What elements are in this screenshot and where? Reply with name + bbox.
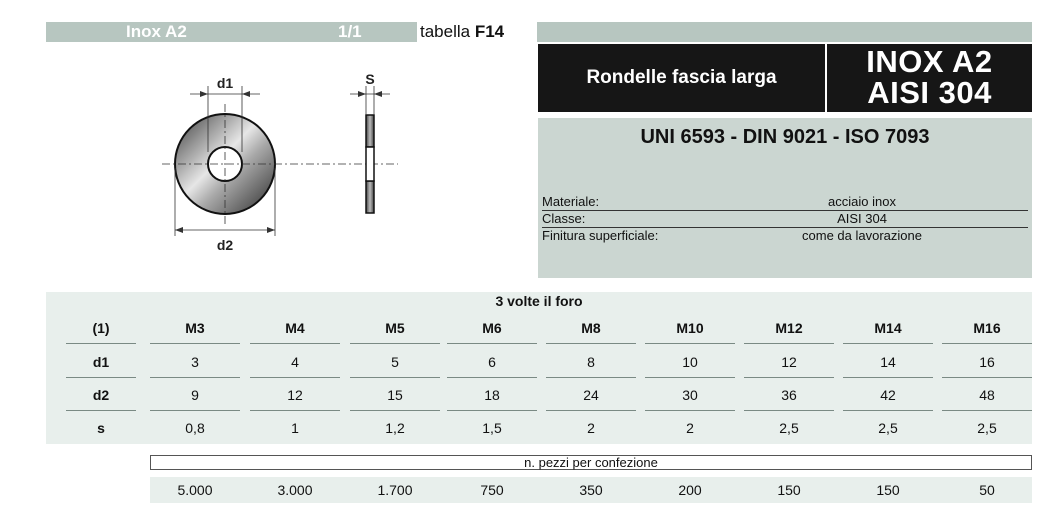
washer-side-bottom [366, 181, 374, 213]
table-cell: 2 [686, 420, 694, 436]
size-header: M12 [744, 312, 834, 344]
packaging-value: 3.000 [277, 482, 313, 498]
packaging-value: 5.000 [177, 482, 213, 498]
table-cell: 48 [942, 379, 1032, 411]
property-label: Finitura superficiale: [542, 228, 659, 243]
property-value: AISI 304 [837, 211, 887, 226]
d2-label: d2 [216, 237, 234, 253]
d1-label: d1 [216, 75, 234, 91]
header-material: Inox A2 [126, 22, 187, 41]
table-cell: 24 [546, 379, 636, 411]
size-header: M8 [546, 312, 636, 344]
spec-block [538, 118, 1032, 278]
packaging-value: 50 [979, 482, 995, 498]
packaging-row [150, 477, 1032, 503]
size-header: M4 [250, 312, 340, 344]
property-row [542, 211, 1028, 228]
row-label: d2 [56, 379, 146, 411]
row-label: s [97, 420, 105, 436]
table-row [46, 346, 1032, 378]
packaging-value: 750 [480, 482, 504, 498]
table-cell: 16 [942, 346, 1032, 378]
property-row [542, 228, 1028, 244]
packaging-value: 350 [579, 482, 603, 498]
packaging-value: 200 [678, 482, 702, 498]
header-page: 1/1 [338, 22, 362, 41]
table-cell: 1,2 [385, 420, 405, 436]
table-cell: 36 [744, 379, 834, 411]
grade-title [827, 46, 1032, 110]
table-cell: 2,5 [779, 420, 799, 436]
size-header: M14 [843, 312, 933, 344]
table-cell: 8 [546, 346, 636, 378]
property-label: Materiale: [542, 194, 600, 209]
table-cell: 4 [250, 346, 340, 378]
table-cell: 10 [645, 346, 735, 378]
packaging-value: 150 [777, 482, 801, 498]
table-cell: 15 [350, 379, 440, 411]
header-label: (1) [56, 312, 146, 344]
tabella-prefix: tabella [420, 22, 471, 41]
title-block [538, 44, 1032, 112]
header-bar [46, 22, 1032, 42]
size-header: M10 [645, 312, 735, 344]
table-title: 3 volte il foro [495, 293, 583, 309]
table-cell: 1,5 [482, 420, 502, 436]
product-title: Rondelle fascia larga [586, 67, 777, 88]
packaging-value: 150 [876, 482, 900, 498]
table-cell: 12 [250, 379, 340, 411]
table-cell: 3 [150, 346, 240, 378]
size-header: M16 [942, 312, 1032, 344]
table-cell: 14 [843, 346, 933, 378]
table-cell: 9 [150, 379, 240, 411]
property-value: acciaio inox [828, 194, 896, 209]
tabella-code: F14 [474, 22, 505, 41]
washer-drawing [140, 60, 460, 280]
table-cell: 2,5 [977, 420, 997, 436]
table-cell: 0,8 [185, 420, 205, 436]
property-value: come da lavorazione [802, 228, 922, 243]
size-header: M3 [150, 312, 240, 344]
table-cell: 12 [744, 346, 834, 378]
size-header: M5 [350, 312, 440, 344]
table-cell: 6 [447, 346, 537, 378]
property-row [542, 194, 1028, 211]
grade-line1: INOX A2 [866, 44, 993, 79]
table-row [46, 379, 1032, 411]
packaging-value: 1.700 [377, 482, 413, 498]
row-label: d1 [56, 346, 146, 378]
table-cell: 18 [447, 379, 537, 411]
table-cell: 30 [645, 379, 735, 411]
dimensions-table [46, 292, 1032, 444]
table-cell: 42 [843, 379, 933, 411]
table-row [46, 412, 1032, 444]
table-cell: 5 [350, 346, 440, 378]
table-header-row [46, 312, 1032, 344]
property-label: Classe: [542, 211, 586, 226]
tabella-label [417, 22, 537, 42]
washer-side-top [366, 115, 374, 147]
size-header: M6 [447, 312, 537, 344]
packaging-label: n. pezzi per confezione [150, 455, 1032, 470]
table-cell: 2 [587, 420, 595, 436]
standards-text: UNI 6593 - DIN 9021 - ISO 7093 [640, 126, 930, 148]
table-cell: 1 [291, 420, 299, 436]
grade-line2: AISI 304 [867, 75, 992, 110]
table-cell: 2,5 [878, 420, 898, 436]
s-label: S [365, 71, 375, 87]
